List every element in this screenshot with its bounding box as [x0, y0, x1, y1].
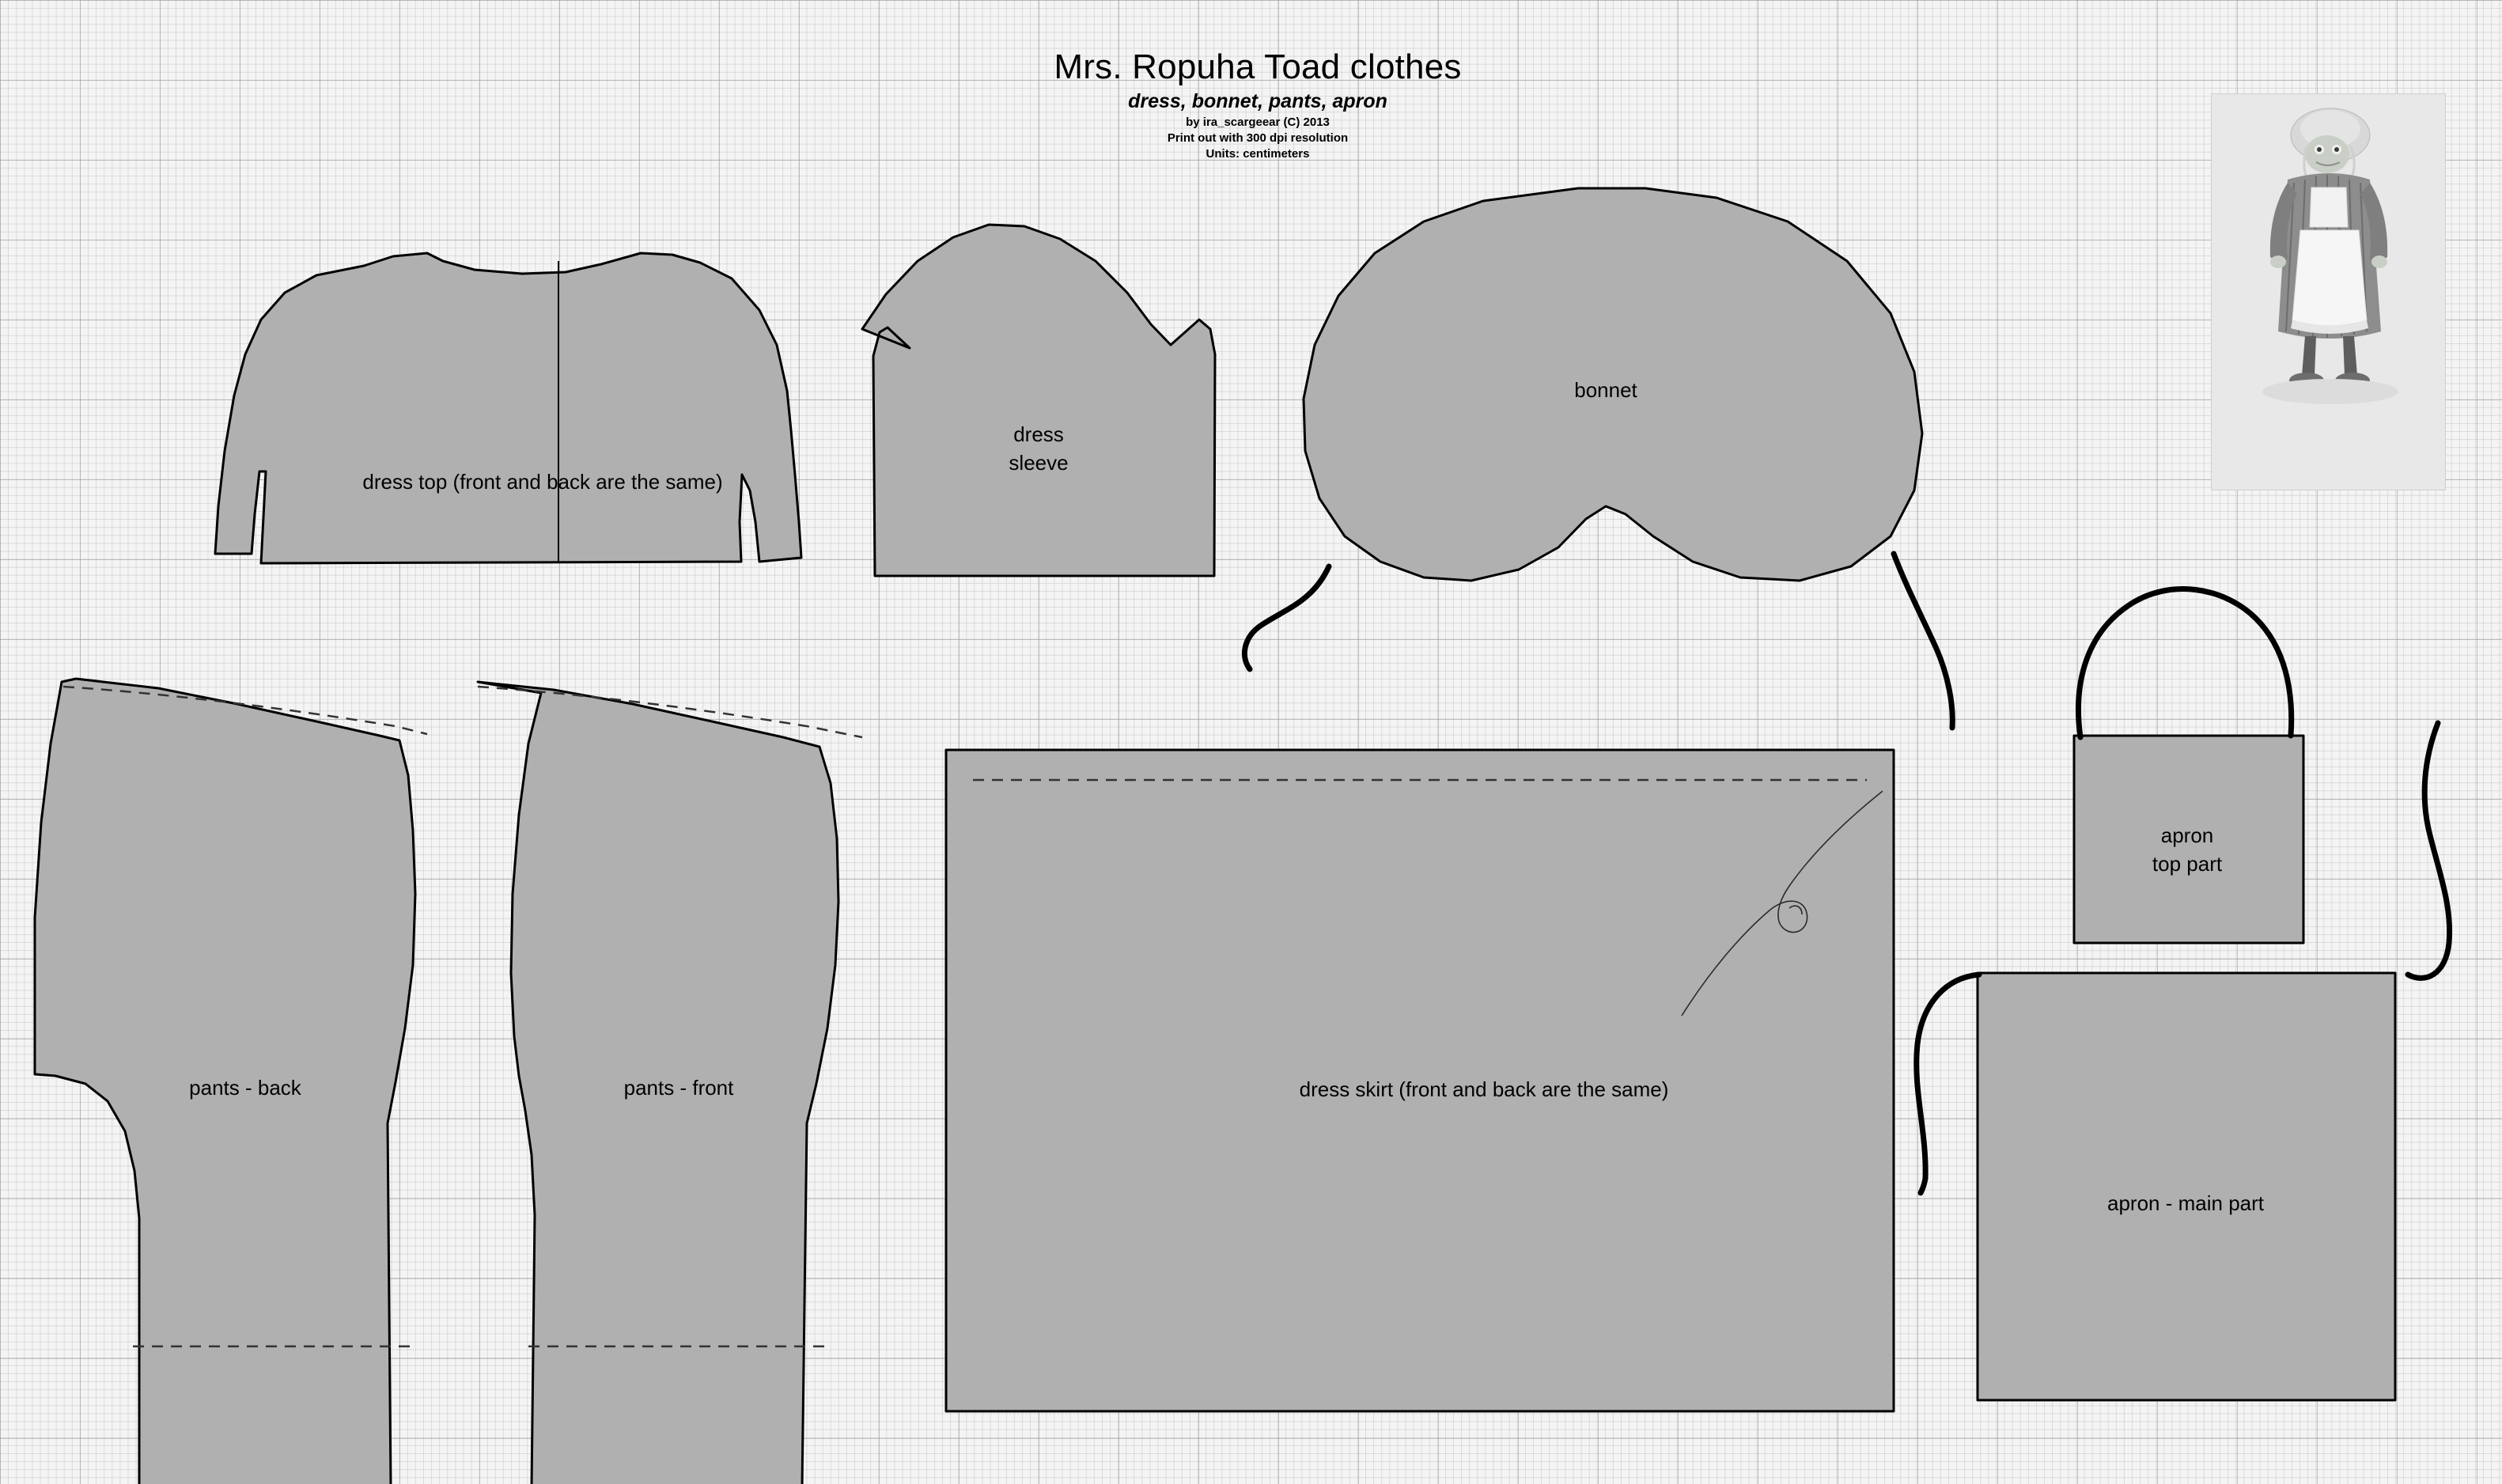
- units-note: Units: centimeters: [1206, 147, 1310, 161]
- page-subtitle: dress, bonnet, pants, apron: [1128, 90, 1387, 112]
- apron-top-shape: [2074, 736, 2303, 943]
- label-dress-top: dress top (front and back are the same): [362, 470, 723, 494]
- label-apron-main: apron - main part: [2107, 1191, 2264, 1216]
- apron-neck-strap: [2079, 589, 2292, 737]
- print-note: Print out with 300 dpi resolution: [1167, 131, 1349, 145]
- dress-top-shape: [215, 253, 801, 563]
- page-title: Mrs. Ropuha Toad clothes: [1054, 47, 1462, 86]
- apron-waist-tie-left: [1917, 975, 1979, 1193]
- label-dress-sleeve: dress sleeve: [1009, 422, 1069, 475]
- apron-main-shape: [1978, 973, 2395, 1400]
- dress-skirt-shape: [946, 750, 1894, 1411]
- pants-front-shape: [478, 682, 838, 1484]
- label-bonnet: bonnet: [1574, 378, 1637, 403]
- apron-side-tie-right: [2408, 723, 2450, 978]
- label-pants-back: pants - back: [189, 1076, 301, 1100]
- author-credit: by ira_scargeear (C) 2013: [1186, 115, 1330, 129]
- title-block: [1054, 47, 1461, 161]
- bonnet-shape: [1304, 188, 1922, 581]
- pants-back-shape: [35, 679, 415, 1484]
- reference-photo: [2211, 93, 2446, 490]
- bonnet-tie-left: [1244, 566, 1329, 669]
- bonnet-tie-right: [1894, 554, 1952, 728]
- label-dress-skirt: dress skirt (front and back are the same): [1299, 1077, 1669, 1102]
- label-pants-front: pants - front: [623, 1076, 734, 1100]
- label-apron-top: apron top part: [2152, 823, 2223, 876]
- dress-sleeve-shape: [862, 225, 1215, 576]
